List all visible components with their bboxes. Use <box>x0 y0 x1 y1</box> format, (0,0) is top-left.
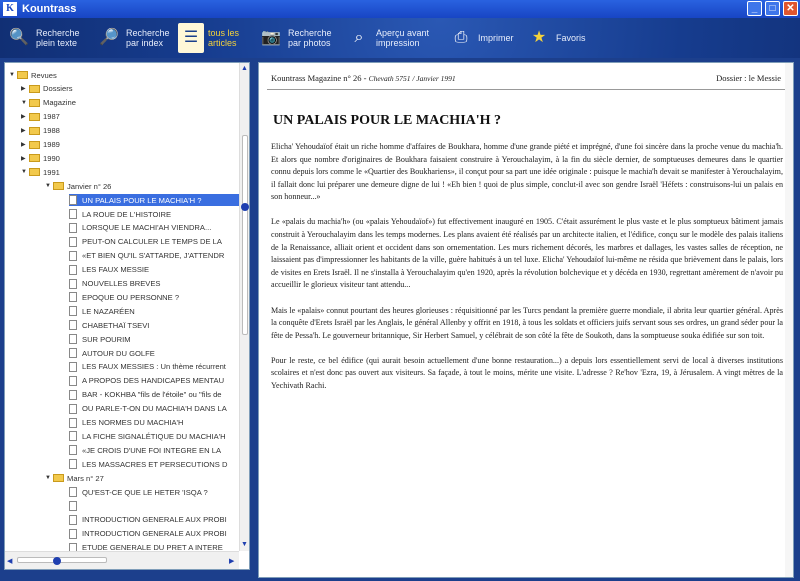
tree-item[interactable] <box>69 222 211 234</box>
article-header <box>271 73 781 83</box>
paragraph: Elicha' Yehoudaïof était un riche homme d'affaires de Boukhara, homme d'une grande piété et imprégné, d'une foi sincère dans la proche venue du machia'h. Et alors que nombre d'originaires de Boukhara faisaient construire à Yerouchalayim, à la fin du siècle dernier, de somptueuses demeures dans le quartier connu depuis lors comme le «Quartier des Boukhariens», il conçut pour sa part une idée originale : puisque le machia'h devait se manifester à Yerouchalayim, il fallait donc lui préparer une demeure digne de lui ! «Eh bien ! quoi de plus simple, conclut-il avec son gendre Israël 'Héfets : construisons-lui un palais en son honneur...» <box>271 142 783 202</box>
issue-date: Chevath 5751 / Janvier 1991 <box>368 74 456 83</box>
document-icon <box>69 223 77 233</box>
navigation-pane <box>4 62 250 570</box>
tree-label: OU PARLE-T-ON DU MACHIA'H DANS LA <box>82 404 227 414</box>
tree-vertical-scrollbar[interactable] <box>239 63 249 551</box>
tree-folder[interactable] <box>45 472 104 484</box>
folder-icon <box>53 182 64 190</box>
all-articles-button[interactable] <box>178 22 239 54</box>
collapse-icon[interactable]: ▼ <box>45 475 51 482</box>
tree-folder[interactable] <box>21 97 76 109</box>
tree-folder[interactable] <box>45 180 111 192</box>
tree-item[interactable] <box>69 208 171 220</box>
tree-item[interactable] <box>69 236 222 248</box>
tree-label: UN PALAIS POUR LE MACHIA'H ? <box>82 195 202 205</box>
title-bar <box>0 0 800 18</box>
document-icon <box>69 362 77 372</box>
tree-folder[interactable] <box>21 83 73 95</box>
star-icon: ★ <box>531 29 547 46</box>
folder-icon <box>17 71 28 79</box>
document-icon <box>69 501 77 511</box>
document-icon <box>69 292 77 302</box>
tree-label: 1990 <box>43 153 60 163</box>
photo-search-icon: 📷 <box>261 29 281 46</box>
tree-item[interactable] <box>69 361 226 373</box>
document-icon <box>69 543 77 551</box>
document-icon <box>69 529 77 539</box>
tree-label: LA ROUE DE L'HISTOIRE <box>82 209 172 219</box>
tree-folder[interactable] <box>21 139 60 151</box>
index-search-icon: 🔎 <box>99 29 119 46</box>
scroll-knob[interactable] <box>53 557 61 565</box>
folder-icon <box>29 127 40 135</box>
document-icon <box>69 390 77 400</box>
tree-item[interactable] <box>69 403 227 415</box>
tree-item[interactable] <box>69 250 224 262</box>
tree-item[interactable] <box>69 528 227 540</box>
scroll-up-icon[interactable]: ▲ <box>241 65 248 72</box>
document-icon <box>69 404 77 414</box>
folder-icon <box>29 113 40 121</box>
tree-label: Magazine <box>43 98 76 108</box>
tree-label: INTRODUCTION GENERALE AUX PROBI <box>82 529 227 539</box>
tree-item[interactable] <box>69 278 161 290</box>
document-icon <box>69 459 77 469</box>
article-tree <box>5 63 239 551</box>
tree-item[interactable] <box>69 417 183 429</box>
text-search-icon: 🔍 <box>9 29 29 46</box>
folder-icon <box>29 154 40 162</box>
tb-label: impression <box>376 38 420 48</box>
tb-label: par index <box>126 38 164 48</box>
tree-folder[interactable] <box>9 69 57 81</box>
document-icon <box>69 418 77 428</box>
folder-icon <box>29 141 40 149</box>
maximize-button[interactable]: □ <box>765 1 780 16</box>
tree-label: INTRODUCTION GENERALE AUX PROBI <box>82 515 227 525</box>
tree-item[interactable] <box>69 347 155 359</box>
tree-label: Dossiers <box>43 84 73 94</box>
article-viewer <box>258 62 794 578</box>
tree-label: NOUVELLES BREVES <box>82 279 161 288</box>
tree-label: AUTOUR DU GOLFE <box>82 348 155 358</box>
folder-icon <box>29 99 40 107</box>
document-icon <box>69 237 77 247</box>
document-icon <box>69 306 77 316</box>
document-icon <box>69 251 77 261</box>
print-preview-button[interactable] <box>346 22 429 54</box>
document-icon <box>69 515 77 525</box>
tree-label: QU'EST-CE QUE LE HETER 'ISQA ? <box>82 487 208 497</box>
tree-label: LES MASSACRES ET PERSECUTIONS D <box>82 459 228 469</box>
minimize-button[interactable]: _ <box>747 1 762 16</box>
tb-label: Recherche <box>288 28 332 38</box>
tree-item[interactable] <box>69 458 227 470</box>
tree-label: EPOQUE OU PERSONNE ? <box>82 292 180 302</box>
document-icon <box>69 209 77 219</box>
document-icon <box>69 431 77 441</box>
document-icon <box>69 445 77 455</box>
tree-horizontal-scrollbar[interactable] <box>5 551 239 569</box>
expand-icon[interactable]: ▶ <box>21 114 26 121</box>
tree-item[interactable] <box>69 194 239 206</box>
tree-folder[interactable] <box>21 152 60 164</box>
document-icon <box>69 334 77 344</box>
dossier-label: Dossier : le Messie <box>716 73 781 83</box>
scroll-right-icon[interactable]: ▶ <box>229 558 235 565</box>
tree-label: 1989 <box>43 140 60 149</box>
tb-label: plein texte <box>36 38 78 48</box>
expand-icon[interactable]: ▶ <box>21 155 26 162</box>
article-title: UN PALAIS POUR LE MACHIA'H ? <box>273 113 502 128</box>
folder-icon <box>29 168 40 176</box>
toolbar <box>0 18 800 58</box>
folder-icon <box>29 85 40 93</box>
index-search-button[interactable] <box>96 22 170 54</box>
tree-label: 1988 <box>43 126 60 136</box>
app-icon: K <box>3 2 17 16</box>
fulltext-search-button[interactable] <box>6 22 80 54</box>
tree-item[interactable] <box>69 500 82 512</box>
scroll-thumb[interactable] <box>242 135 248 335</box>
tb-label: Aperçu avant <box>376 28 430 38</box>
paragraph: Pour le reste, ce bel édifice (qui aurait besoin actuellement d'une bonne restauration...) a depuis lors essentiellement servi de local à diverses institutions scolaires et n'est donc pas ouvert aux visiteurs. Sa façade, à tout le moins, mérite une visite. L'adresse ? Re'hov 'Ezra, 19, à Jérusalem. A vingt mètres de la Yechivath Rachi. <box>271 355 783 390</box>
tb-label: Favoris <box>556 33 586 43</box>
scroll-down-icon[interactable]: ▼ <box>241 541 248 548</box>
tb-label: articles <box>208 38 237 48</box>
tree-folder[interactable] <box>21 166 60 178</box>
tree-item[interactable] <box>69 389 222 401</box>
document-icon <box>69 279 77 289</box>
tree-item[interactable] <box>69 305 135 317</box>
paragraph: Le «palais du machia'h» (ou «palais Yehoudaïof») fut effectivement inauguré en 1905. C'était assurément le plus vaste et le plus somptueux bâtiment jamais construit à Yerouchalayim dans les temps modernes. Les plans avaient été réalisés par un architecte italien, et l'édifice, conçu sur le modèle des palais italiens de la Renaissance, alliait orient et occident dans son ornementation. Les murs richement décorés, les marbres et dallages, les vastes salles de réception, ne laissaient pas d'impressionner les habitants de la ville, guère habitués à un tel luxe. Elicha' Yehoudaïof lui-même ne résida que brièvement dans le palais, lors de visites en Erets Israël. Il ne s'installa à Yerouchalayim qu'en 1920, après la révolution bolchevique et y décéda en 1930, regrettant amèrement de n'avoir pu accueillir le glorieux visiteur tant attendu... <box>271 217 783 290</box>
header-divider <box>267 89 785 90</box>
document-icon <box>69 376 77 386</box>
collapse-icon[interactable]: ▼ <box>21 99 27 106</box>
close-button[interactable]: ✕ <box>783 1 798 16</box>
document-icon <box>69 195 77 205</box>
tree-label: PEUT-ON CALCULER LE TEMPS DE LA <box>82 237 222 247</box>
collapse-icon[interactable]: ▼ <box>45 183 51 190</box>
collapse-icon[interactable]: ▼ <box>9 72 15 78</box>
tree-item[interactable] <box>69 333 131 345</box>
magazine-label: Kountrass Magazine n° 26 - <box>271 73 367 83</box>
collapse-icon[interactable]: ▼ <box>21 169 27 176</box>
article-scrollbar[interactable] <box>785 63 793 577</box>
photo-search-button[interactable] <box>258 22 332 54</box>
document-icon <box>69 265 77 275</box>
expand-icon[interactable]: ▶ <box>21 86 26 93</box>
tree-label: LES FAUX MESSIES : Un thème récurrent <box>82 362 226 372</box>
scroll-knob[interactable] <box>241 203 249 211</box>
tree-item[interactable] <box>69 291 179 303</box>
favorites-button[interactable] <box>526 22 586 54</box>
tb-label: Recherche <box>36 28 80 38</box>
tree-label: 1991 <box>43 167 60 177</box>
scroll-left-icon[interactable]: ◀ <box>7 558 13 565</box>
tree-label: ETUDE GENERALE DU PRET A INTERE <box>82 543 223 551</box>
tree-item[interactable] <box>69 486 208 498</box>
tree-label: LORSQUE LE MACHI'AH VIENDRA... <box>82 223 212 233</box>
tb-label: Imprimer <box>478 33 514 43</box>
tree-item[interactable] <box>69 319 149 331</box>
tree-label: A PROPOS DES HANDICAPES MENTAU <box>82 376 225 386</box>
print-button[interactable] <box>448 22 514 54</box>
tree-item[interactable] <box>69 430 226 442</box>
tree-item[interactable] <box>69 264 149 276</box>
tree-label: Janvier n° 26 <box>67 181 112 191</box>
tree-label: Mars n° 27 <box>67 473 104 483</box>
print-preview-icon: ⌕ <box>354 29 364 46</box>
tree-label: CHABETHAÏ TSEVI <box>82 320 150 330</box>
tree-label: 1987 <box>43 112 60 122</box>
tree-item[interactable] <box>69 542 223 551</box>
tree-label: LES NORMES DU MACHIA'H <box>82 418 184 427</box>
document-icon <box>69 320 77 330</box>
tree-label: LE NAZARÉEN <box>82 306 135 316</box>
article-body <box>271 141 783 405</box>
tree-label: LA FICHE SIGNALÉTIQUE DU MACHIA'H <box>82 431 226 441</box>
printer-icon: ⎙ <box>454 29 468 46</box>
folder-icon <box>53 474 64 482</box>
tree-item[interactable] <box>69 444 221 456</box>
document-icon <box>69 348 77 358</box>
scroll-thumb[interactable] <box>17 557 107 563</box>
tb-label: par photos <box>288 38 331 48</box>
expand-icon[interactable]: ▶ <box>21 128 26 135</box>
document-icon <box>69 487 77 497</box>
paragraph: Mais le «palais» connut pourtant des heures glorieuses : réquisitionné par les Turcs pendant la première guerre mondiale, il abrita leur quartier général. Après la conquête d'Erets Israël par les Anglais, le général Allenby y offrit en 1918, à tous les soldats et officiers juifs servant sous ses ordres, un grand séder pour la fête de Pessa'h. Le gouverneur britannique, Sir Herbert Samuel, y célébrait de son côté la fête de Soukoth, dans la somptueuse souka édifiée sur son toit. <box>271 305 783 340</box>
tree-label: BAR - KOKHBA "fils de l'étoile" ou "fils de <box>82 390 222 400</box>
tree-item[interactable] <box>69 375 224 387</box>
tree-item[interactable] <box>69 514 227 526</box>
expand-icon[interactable]: ▶ <box>21 142 26 148</box>
tb-label: tous les <box>208 28 240 38</box>
tree-label: «ET BIEN QU'IL S'ATTARDE, J'ATTENDR <box>82 251 225 261</box>
tree-label: LES FAUX MESSIE <box>82 265 150 275</box>
tree-label: «JE CROIS D'UNE FOI INTEGRE EN LA <box>82 445 222 455</box>
tree-label: SUR POURIM <box>82 334 131 344</box>
window-title: Kountrass <box>22 3 77 15</box>
tree-folder[interactable] <box>21 111 60 123</box>
tb-label: Recherche <box>126 28 170 38</box>
tree-folder[interactable] <box>21 125 60 137</box>
tree-label: Revues <box>31 70 57 80</box>
articles-icon: ☰ <box>178 23 204 53</box>
